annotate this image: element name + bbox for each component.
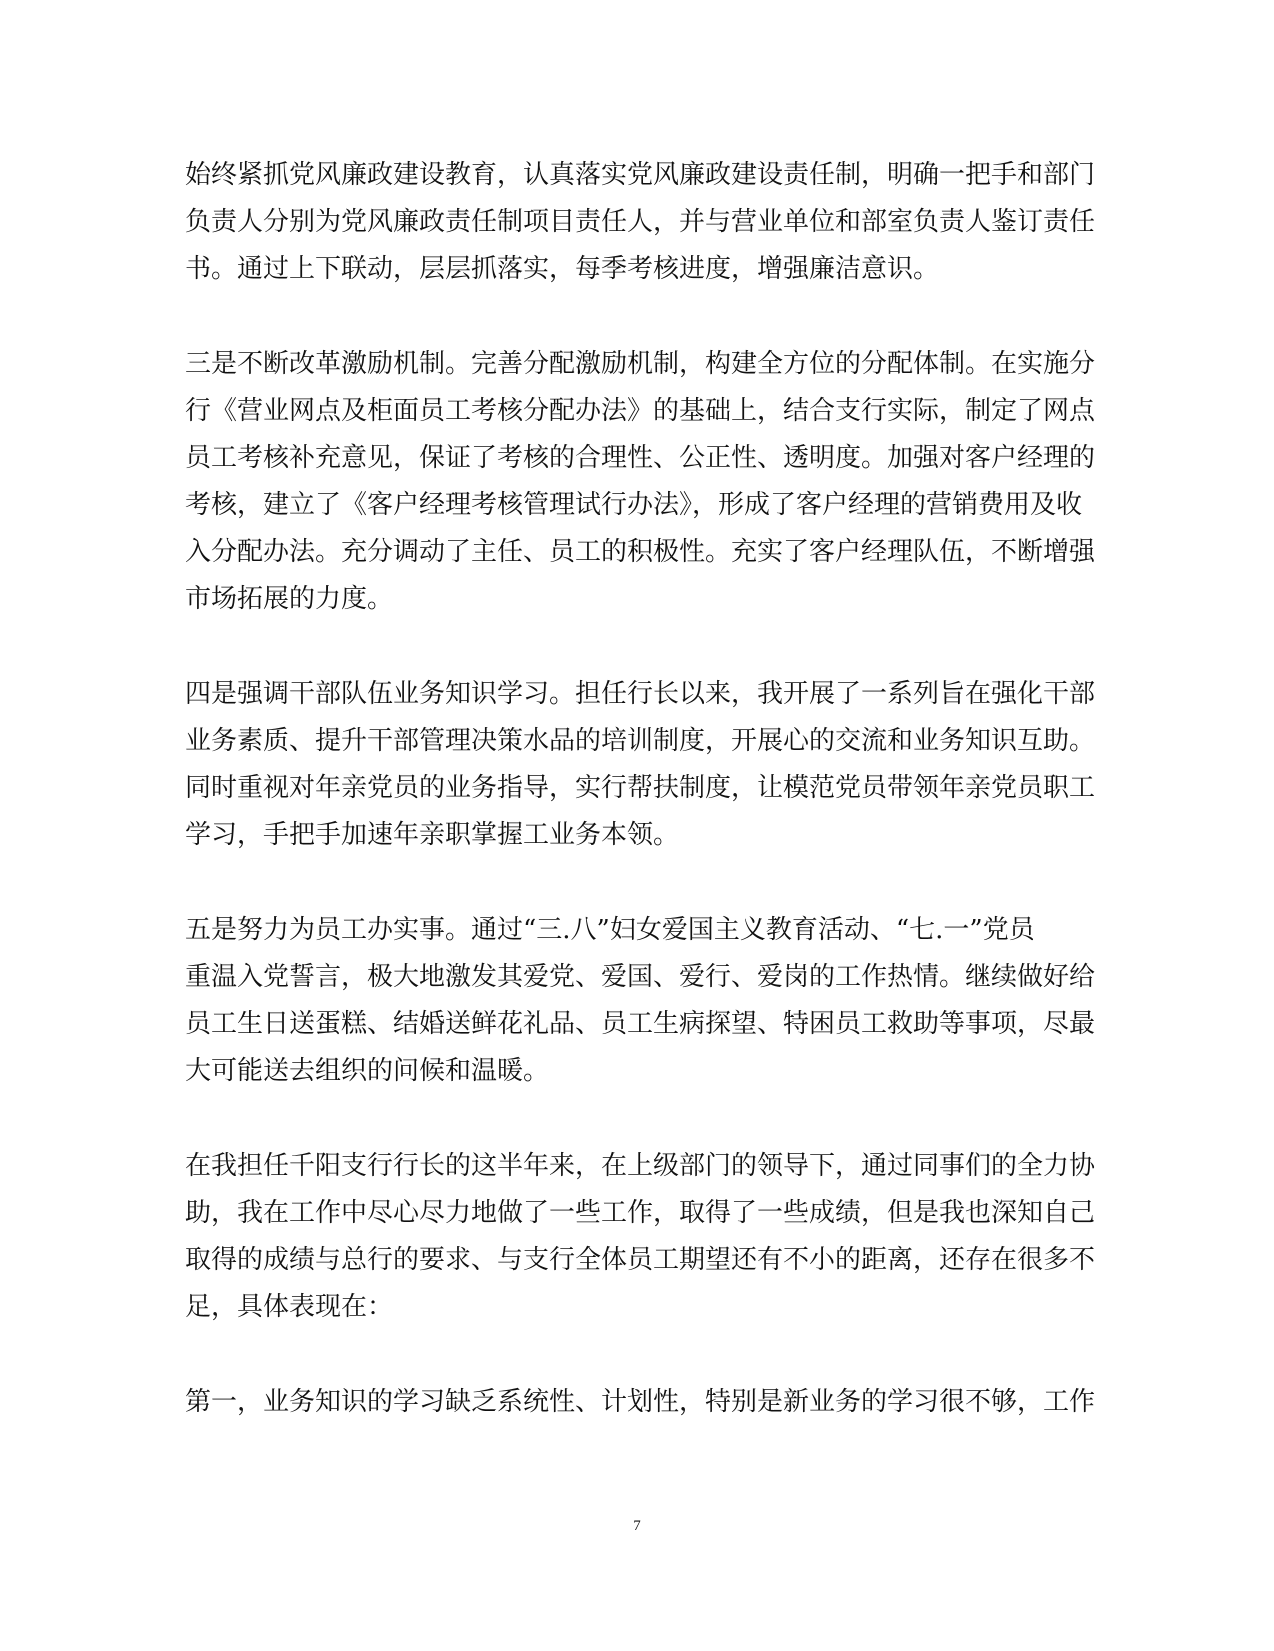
text-line: 行《营业网点及柜面员工考核分配办法》的基础上，结合支行实际，制定了网点 xyxy=(185,396,1096,426)
text-line: 业务素质、提升干部管理决策水品的培训制度，开展心的交流和业务知识互助。 xyxy=(185,726,1096,756)
text-line: 负责人分别为党风廉政责任制项目责任人，并与营业单位和部室负责人鉴订责任 xyxy=(185,207,1096,237)
paragraph-5 xyxy=(185,1143,1096,1331)
text-line: 始终紧抓党风廉政建设教育，认真落实党风廉政建设责任制，明确一把手和部门 xyxy=(185,160,1096,190)
text-line: 第一，业务知识的学习缺乏系统性、计划性，特别是新业务的学习很不够，工作 xyxy=(185,1387,1096,1417)
text-line: 学习，手把手加速年亲职掌握工业务本领。 xyxy=(185,820,680,850)
paragraph-2 xyxy=(185,341,1096,623)
text-line: 在我担任千阳支行行长的这半年来，在上级部门的领导下，通过同事们的全力协 xyxy=(185,1151,1096,1181)
text-line: 同时重视对年亲党员的业务指导，实行帮扶制度，让模范党员带领年亲党员职工 xyxy=(185,773,1096,803)
text-line: 考核，建立了《客户经理考核管理试行办法》，形成了客户经理的营销费用及收 xyxy=(185,490,1083,520)
text-line: 重温入党誓言，极大地激发其爱党、爱国、爱行、爱岗的工作热情。继续做好给 xyxy=(185,962,1096,992)
page-number: 7 xyxy=(633,1518,641,1534)
paragraph-3 xyxy=(185,671,1096,859)
text-line: 入分配办法。充分调动了主任、员工的积极性。充实了客户经理队伍，不断增强 xyxy=(185,537,1096,567)
text-line: 取得的成绩与总行的要求、与支行全体员工期望还有不小的距离，还存在很多不 xyxy=(185,1245,1096,1275)
text-line: 书。通过上下联动，层层抓落实，每季考核进度，增强廉洁意识。 xyxy=(185,254,940,284)
text-line: 足，具体表现在： xyxy=(185,1292,394,1322)
text-line: 四是强调干部队伍业务知识学习。担任行长以来，我开展了一系列旨在强化干部 xyxy=(185,679,1096,709)
document-body xyxy=(185,152,1096,1474)
text-line: 三是不断改革激励机制。完善分配激励机制，构建全方位的分配体制。在实施分 xyxy=(185,349,1096,379)
text-line: 助，我在工作中尽心尽力地做了一些工作，取得了一些成绩，但是我也深知自己 xyxy=(185,1198,1096,1228)
text-line: 五是努力为员工办实事。通过“三.八”妇女爱国主义教育活动、“七.一”党员 xyxy=(185,915,1035,945)
text-line: 大可能送去组织的问候和温暖。 xyxy=(185,1056,550,1086)
paragraph-1 xyxy=(185,152,1096,293)
paragraph-6 xyxy=(185,1379,1096,1426)
paragraph-4 xyxy=(185,907,1096,1095)
text-line: 市场拓展的力度。 xyxy=(185,584,394,614)
text-line: 员工考核补充意见，保证了考核的合理性、公正性、透明度。加强对客户经理的 xyxy=(185,443,1096,473)
text-line: 员工生日送蛋糕、结婚送鲜花礼品、员工生病探望、特困员工救助等事项，尽最 xyxy=(185,1009,1096,1039)
